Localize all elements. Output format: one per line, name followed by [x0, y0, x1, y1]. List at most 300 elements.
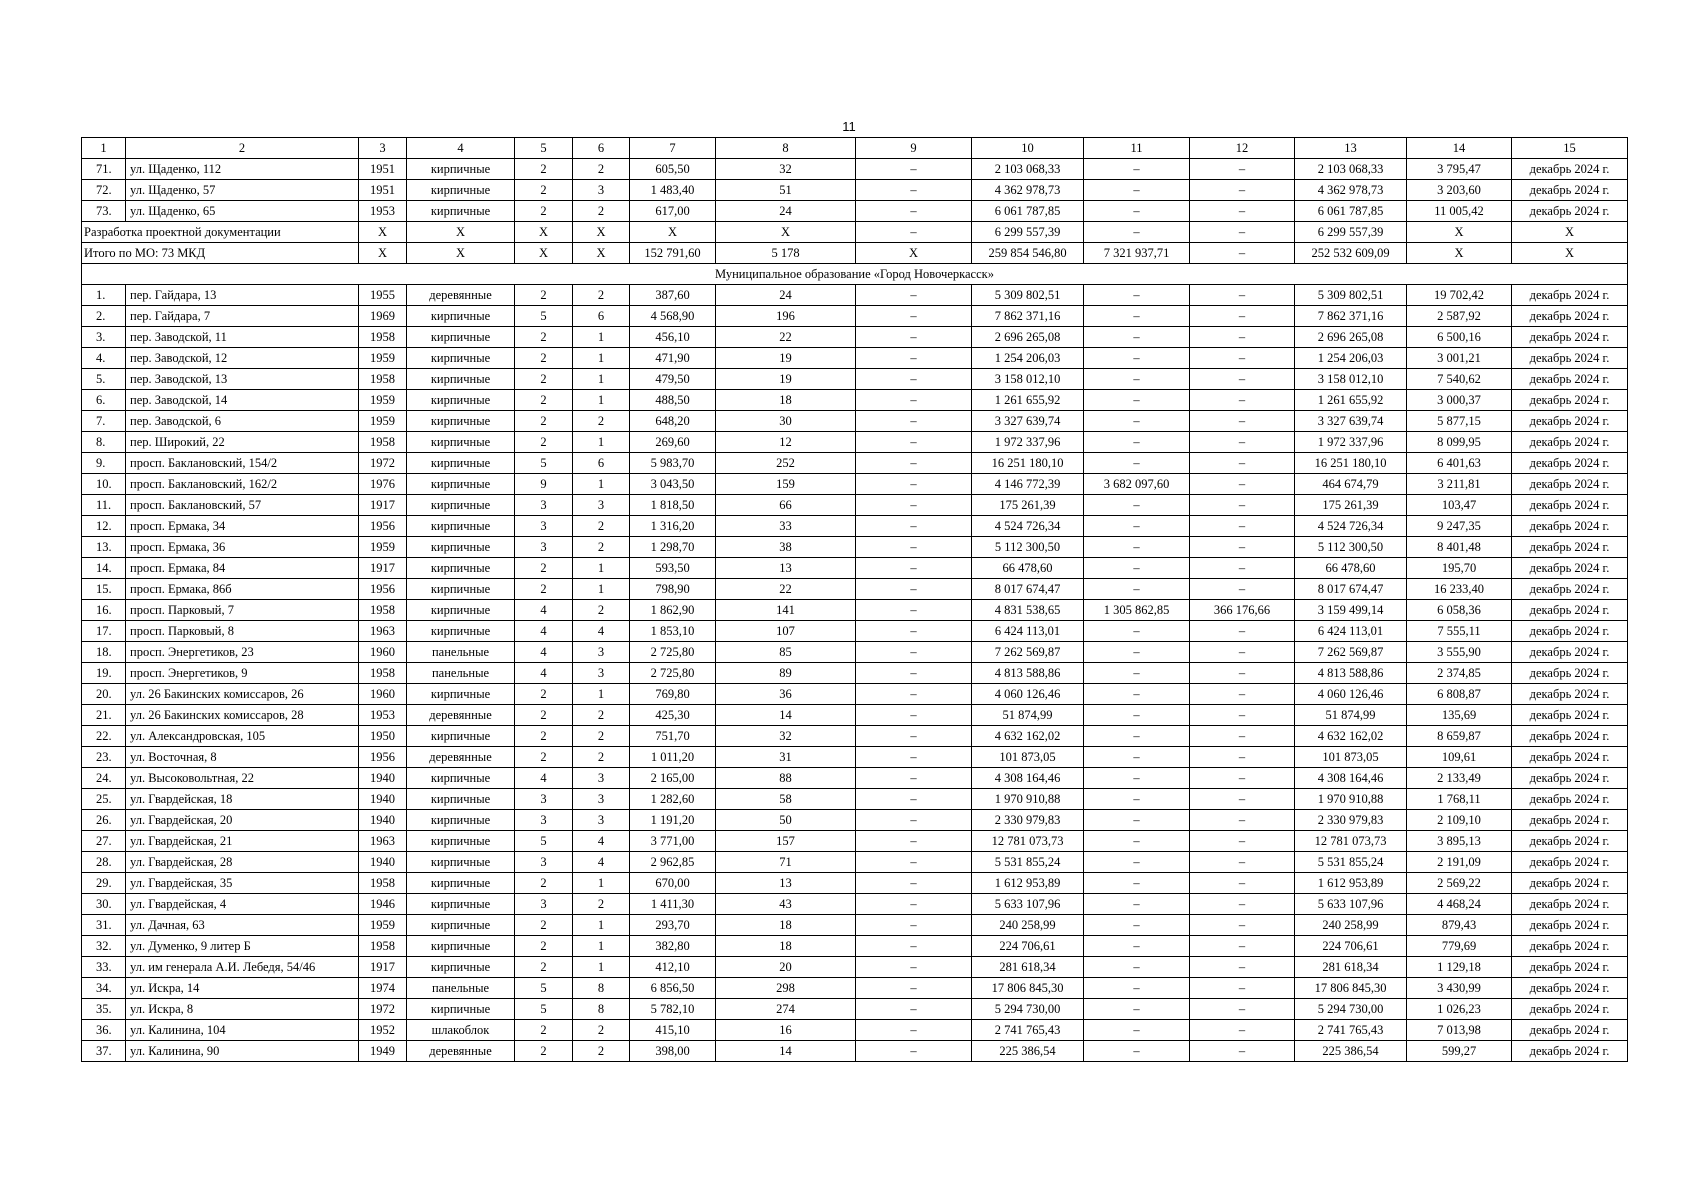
table-cell: 9. [82, 453, 126, 474]
table-cell: 1946 [359, 894, 407, 915]
table-cell: декабрь 2024 г. [1512, 453, 1628, 474]
table-cell: 135,69 [1407, 705, 1512, 726]
table-cell: 670,00 [630, 873, 716, 894]
table-cell: 415,10 [630, 1020, 716, 1041]
table-cell: – [1190, 852, 1295, 873]
table-cell: – [856, 642, 972, 663]
table-cell: 6 299 557,39 [1295, 222, 1407, 243]
table-cell: 3 043,50 [630, 474, 716, 495]
table-cell: 4 468,24 [1407, 894, 1512, 915]
table-cell: просп. Энергетиков, 9 [126, 663, 359, 684]
table-cell: 23. [82, 747, 126, 768]
table-cell: просп. Ермака, 84 [126, 558, 359, 579]
table-cell: 1956 [359, 747, 407, 768]
table-cell: – [856, 159, 972, 180]
table-cell: 2 696 265,08 [972, 327, 1084, 348]
table-cell: 2 109,10 [1407, 810, 1512, 831]
table-cell: X [407, 222, 515, 243]
table-cell: 2 103 068,33 [1295, 159, 1407, 180]
table-cell: кирпичные [407, 390, 515, 411]
table-cell: 11 005,42 [1407, 201, 1512, 222]
table-cell: 4 831 538,65 [972, 600, 1084, 621]
table-cell: 109,61 [1407, 747, 1512, 768]
table-cell: кирпичные [407, 810, 515, 831]
table-cell: просп. Парковый, 8 [126, 621, 359, 642]
table-cell: 19 [716, 348, 856, 369]
table-cell: – [1190, 915, 1295, 936]
table-cell: 2 [515, 369, 573, 390]
table-row [82, 327, 1628, 348]
table-cell: 2 725,80 [630, 663, 716, 684]
table-cell: 6 856,50 [630, 978, 716, 999]
table-cell: 769,80 [630, 684, 716, 705]
table-cell: пер. Заводской, 12 [126, 348, 359, 369]
table-cell: 4 [515, 621, 573, 642]
table-cell: 3 [573, 789, 630, 810]
table-cell: 5 [515, 831, 573, 852]
table-cell: просп. Парковый, 7 [126, 600, 359, 621]
table-cell: Разработка проектной документации [82, 222, 359, 243]
table-cell: 10. [82, 474, 126, 495]
table-cell: 13 [716, 558, 856, 579]
table-cell: 798,90 [630, 579, 716, 600]
table-cell: 1 254 206,03 [972, 348, 1084, 369]
table-cell: 2 [515, 411, 573, 432]
table-cell: деревянные [407, 1041, 515, 1062]
table-cell: 1974 [359, 978, 407, 999]
table-cell: 8 099,95 [1407, 432, 1512, 453]
table-cell: декабрь 2024 г. [1512, 159, 1628, 180]
table-cell: 15. [82, 579, 126, 600]
table-cell: кирпичные [407, 579, 515, 600]
table-cell: 2 [515, 1020, 573, 1041]
table-cell: 3 [515, 516, 573, 537]
table-cell: 7 [630, 138, 716, 159]
table-cell: 1 853,10 [630, 621, 716, 642]
table-cell: – [1190, 516, 1295, 537]
table-cell: 8. [82, 432, 126, 453]
table-cell: X [1407, 222, 1512, 243]
table-cell: 13 [1295, 138, 1407, 159]
table-cell: 32. [82, 936, 126, 957]
table-cell: ул. Гвардейская, 35 [126, 873, 359, 894]
table-cell: – [1084, 348, 1190, 369]
table-cell: 2 [573, 516, 630, 537]
table-cell: – [1084, 579, 1190, 600]
table-cell: – [1084, 978, 1190, 999]
table-cell: 3 [515, 789, 573, 810]
table-row [82, 852, 1628, 873]
table-cell: – [1190, 642, 1295, 663]
table-cell: 3 158 012,10 [1295, 369, 1407, 390]
table-cell: 16 251 180,10 [1295, 453, 1407, 474]
table-row [82, 1041, 1628, 1062]
table-cell: декабрь 2024 г. [1512, 1020, 1628, 1041]
table-cell: – [856, 1041, 972, 1062]
table-cell: – [1084, 1041, 1190, 1062]
table-row [82, 495, 1628, 516]
table-cell: кирпичные [407, 348, 515, 369]
table-cell: 2 133,49 [1407, 768, 1512, 789]
table-cell: 196 [716, 306, 856, 327]
table-cell: – [1084, 369, 1190, 390]
table-row [82, 453, 1628, 474]
table-cell: 2 [515, 579, 573, 600]
table-cell: 4 [515, 768, 573, 789]
table-cell: – [856, 285, 972, 306]
table-cell: – [856, 936, 972, 957]
table-cell: декабрь 2024 г. [1512, 348, 1628, 369]
table-cell: 58 [716, 789, 856, 810]
table-cell: 18 [716, 390, 856, 411]
table-cell: 152 791,60 [630, 243, 716, 264]
table-cell: 51 [716, 180, 856, 201]
table-cell: 456,10 [630, 327, 716, 348]
table-cell: – [1084, 201, 1190, 222]
table-cell: деревянные [407, 705, 515, 726]
table-cell: 2 [515, 390, 573, 411]
table-cell: 224 706,61 [972, 936, 1084, 957]
table-cell: просп. Ермака, 86б [126, 579, 359, 600]
table-cell: 6 500,16 [1407, 327, 1512, 348]
table-cell: 38 [716, 537, 856, 558]
table-cell: 72. [82, 180, 126, 201]
table-cell: – [856, 453, 972, 474]
table-cell: 3 [573, 642, 630, 663]
table-cell: кирпичные [407, 768, 515, 789]
table-cell: – [1084, 222, 1190, 243]
table-cell: 2 [515, 747, 573, 768]
table-cell: – [1190, 411, 1295, 432]
table-cell: 2 [573, 537, 630, 558]
table-cell: – [856, 873, 972, 894]
table-cell: декабрь 2024 г. [1512, 852, 1628, 873]
table-cell: декабрь 2024 г. [1512, 831, 1628, 852]
table-cell: X [407, 243, 515, 264]
table-cell: 2 [573, 285, 630, 306]
table-cell: 479,50 [630, 369, 716, 390]
table-cell: декабрь 2024 г. [1512, 369, 1628, 390]
table-cell: – [856, 432, 972, 453]
table-cell: – [1084, 411, 1190, 432]
table-cell: X [359, 243, 407, 264]
table-cell: 3 [515, 894, 573, 915]
table-cell: 8 [573, 999, 630, 1020]
table-cell: 648,20 [630, 411, 716, 432]
table-cell: 8 [716, 138, 856, 159]
table-cell: 3 [573, 768, 630, 789]
table-cell: 4 632 162,02 [972, 726, 1084, 747]
table-cell: 1 [573, 432, 630, 453]
table-cell: 3 159 499,14 [1295, 600, 1407, 621]
table-cell: 11 [1084, 138, 1190, 159]
table-cell: ул. Дачная, 63 [126, 915, 359, 936]
table-cell: кирпичные [407, 894, 515, 915]
table-cell: – [1190, 306, 1295, 327]
table-cell: 4 524 726,34 [1295, 516, 1407, 537]
table-cell: ул. Калинина, 104 [126, 1020, 359, 1041]
table-cell: X [573, 243, 630, 264]
table-cell: 71 [716, 852, 856, 873]
table-cell: 12 781 073,73 [972, 831, 1084, 852]
table-cell: 4 [515, 642, 573, 663]
table-cell: 3 [515, 852, 573, 873]
table-cell: 7 013,98 [1407, 1020, 1512, 1041]
table-cell: 1959 [359, 915, 407, 936]
table-cell: Муниципальное образование «Город Новочеркасск» [82, 264, 1628, 285]
table-cell: 31 [716, 747, 856, 768]
table-cell: 50 [716, 810, 856, 831]
table-cell: кирпичные [407, 621, 515, 642]
table-cell: 6 [573, 138, 630, 159]
table-cell: – [856, 894, 972, 915]
table-cell: 274 [716, 999, 856, 1020]
table-cell: X [630, 222, 716, 243]
table-cell: 1959 [359, 537, 407, 558]
table-cell: – [1190, 789, 1295, 810]
table-cell: 6 [573, 453, 630, 474]
table-row [82, 705, 1628, 726]
table-cell: – [1084, 306, 1190, 327]
table-cell: 14 [716, 705, 856, 726]
table-cell: 1 612 953,89 [972, 873, 1084, 894]
table-cell: 51 874,99 [1295, 705, 1407, 726]
table-cell: 3 [573, 180, 630, 201]
table-cell: – [856, 978, 972, 999]
table-cell: декабрь 2024 г. [1512, 495, 1628, 516]
table-cell: декабрь 2024 г. [1512, 642, 1628, 663]
table-cell: просп. Баклановский, 57 [126, 495, 359, 516]
table-cell: – [856, 201, 972, 222]
table-cell: 7 862 371,16 [972, 306, 1084, 327]
table-cell: 5 309 802,51 [972, 285, 1084, 306]
table-row [82, 558, 1628, 579]
table-cell: 1976 [359, 474, 407, 495]
table-cell: 1 [573, 327, 630, 348]
table-cell: 1958 [359, 327, 407, 348]
table-cell: 3 555,90 [1407, 642, 1512, 663]
table-cell: – [1084, 747, 1190, 768]
table-cell: 37. [82, 1041, 126, 1062]
table-cell: 1951 [359, 159, 407, 180]
table-cell: 5. [82, 369, 126, 390]
table-cell: 3 771,00 [630, 831, 716, 852]
table-cell: – [856, 579, 972, 600]
table-cell: 3 895,13 [1407, 831, 1512, 852]
table-cell: 9 [856, 138, 972, 159]
table-cell: 14. [82, 558, 126, 579]
table-cell: пер. Гайдара, 13 [126, 285, 359, 306]
table-cell: 4 813 588,86 [972, 663, 1084, 684]
section-title-row [82, 264, 1628, 285]
table-cell: 22 [716, 327, 856, 348]
table-cell: ул. Гвардейская, 20 [126, 810, 359, 831]
table-cell: 24 [716, 201, 856, 222]
table-cell: 2 [515, 684, 573, 705]
table-cell: 2 [515, 180, 573, 201]
table-cell: 1 [573, 915, 630, 936]
table-cell: 101 873,05 [1295, 747, 1407, 768]
table-cell: 21. [82, 705, 126, 726]
table-cell: 5 [515, 999, 573, 1020]
table-cell: ул. Александровская, 105 [126, 726, 359, 747]
table-cell: 5 178 [716, 243, 856, 264]
table-cell: панельные [407, 642, 515, 663]
table-cell: 4 524 726,34 [972, 516, 1084, 537]
table-cell: 2 962,85 [630, 852, 716, 873]
table-cell: – [1190, 621, 1295, 642]
table-cell: 2 [573, 1041, 630, 1062]
table-cell: декабрь 2024 г. [1512, 285, 1628, 306]
table-cell: пер. Заводской, 13 [126, 369, 359, 390]
table-cell: 3 795,47 [1407, 159, 1512, 180]
table-cell: 1. [82, 285, 126, 306]
table-cell: 10 [972, 138, 1084, 159]
table-cell: 85 [716, 642, 856, 663]
table-cell: 1 261 655,92 [1295, 390, 1407, 411]
table-cell: 17. [82, 621, 126, 642]
table-cell: кирпичные [407, 789, 515, 810]
table-cell: кирпичные [407, 684, 515, 705]
table-cell: декабрь 2024 г. [1512, 180, 1628, 201]
table-cell: 1 298,70 [630, 537, 716, 558]
table-cell: 12 [1190, 138, 1295, 159]
table-cell: 30 [716, 411, 856, 432]
table-cell: – [1190, 369, 1295, 390]
table-cell: 1 316,20 [630, 516, 716, 537]
table-cell: – [1084, 999, 1190, 1020]
table-cell: X [515, 222, 573, 243]
table-cell: 5 877,15 [1407, 411, 1512, 432]
table-cell: 412,10 [630, 957, 716, 978]
table-cell: 2 [515, 936, 573, 957]
table-row [82, 516, 1628, 537]
table-cell: просп. Ермака, 34 [126, 516, 359, 537]
table-cell: 464 674,79 [1295, 474, 1407, 495]
design-documentation-row [82, 222, 1628, 243]
table-cell: 1963 [359, 621, 407, 642]
table-cell: декабрь 2024 г. [1512, 936, 1628, 957]
table-row [82, 747, 1628, 768]
table-cell: – [856, 831, 972, 852]
table-cell: – [1084, 684, 1190, 705]
table-row [82, 348, 1628, 369]
table-cell: кирпичные [407, 369, 515, 390]
table-cell: 779,69 [1407, 936, 1512, 957]
table-cell: кирпичные [407, 600, 515, 621]
table-cell: 1 [82, 138, 126, 159]
table-cell: 4 [407, 138, 515, 159]
table-cell: X [1407, 243, 1512, 264]
table-cell: 12 [716, 432, 856, 453]
table-cell: декабрь 2024 г. [1512, 474, 1628, 495]
table-cell: – [1084, 558, 1190, 579]
table-cell: – [856, 621, 972, 642]
table-cell: 6 [573, 306, 630, 327]
table-cell: X [515, 243, 573, 264]
table-cell: декабрь 2024 г. [1512, 705, 1628, 726]
table-cell: 15 [1512, 138, 1628, 159]
table-cell: 1 970 910,88 [1295, 789, 1407, 810]
table-cell: 12. [82, 516, 126, 537]
table-row [82, 768, 1628, 789]
table-cell: 298 [716, 978, 856, 999]
table-cell: 88 [716, 768, 856, 789]
table-cell: 1 411,30 [630, 894, 716, 915]
table-cell: 1940 [359, 789, 407, 810]
table-cell: 471,90 [630, 348, 716, 369]
table-cell: 66 [716, 495, 856, 516]
table-cell: 6 808,87 [1407, 684, 1512, 705]
table-cell: 36 [716, 684, 856, 705]
table-cell: ул. Восточная, 8 [126, 747, 359, 768]
table-cell: кирпичные [407, 957, 515, 978]
table-cell: 2 374,85 [1407, 663, 1512, 684]
table-cell: ул. 26 Бакинских комиссаров, 26 [126, 684, 359, 705]
table-row [82, 285, 1628, 306]
table-cell: 3 327 639,74 [972, 411, 1084, 432]
table-cell: 34. [82, 978, 126, 999]
table-cell: 2 [573, 600, 630, 621]
table-cell: – [1190, 831, 1295, 852]
table-cell: – [1190, 327, 1295, 348]
table-cell: 751,70 [630, 726, 716, 747]
table-cell: 225 386,54 [972, 1041, 1084, 1062]
table-row [82, 642, 1628, 663]
table-cell: 1 129,18 [1407, 957, 1512, 978]
table-cell: 2 [126, 138, 359, 159]
table-cell: 3 000,37 [1407, 390, 1512, 411]
table-row [82, 369, 1628, 390]
table-row [82, 1020, 1628, 1041]
table-cell: 24. [82, 768, 126, 789]
table-cell: – [856, 957, 972, 978]
table-cell: – [1084, 432, 1190, 453]
table-cell: 1 282,60 [630, 789, 716, 810]
table-cell: – [1190, 201, 1295, 222]
table-row [82, 810, 1628, 831]
table-cell: – [856, 915, 972, 936]
table-cell: – [1190, 285, 1295, 306]
table-row [82, 915, 1628, 936]
table-cell: 19. [82, 663, 126, 684]
table-cell: 3 327 639,74 [1295, 411, 1407, 432]
table-cell: 195,70 [1407, 558, 1512, 579]
table-cell: – [1084, 894, 1190, 915]
table-cell: 1958 [359, 369, 407, 390]
table-cell: 2 [573, 159, 630, 180]
table-cell: 1969 [359, 306, 407, 327]
table-row [82, 978, 1628, 999]
table-cell: 1960 [359, 642, 407, 663]
table-cell: 4 [573, 621, 630, 642]
table-cell: 27. [82, 831, 126, 852]
table-cell: – [856, 411, 972, 432]
table-cell: – [1190, 579, 1295, 600]
table-cell: 4 060 126,46 [1295, 684, 1407, 705]
table-cell: 66 478,60 [1295, 558, 1407, 579]
table-cell: 4 [573, 852, 630, 873]
table-cell: 3 [515, 495, 573, 516]
table-cell: 9 247,35 [1407, 516, 1512, 537]
table-cell: 175 261,39 [972, 495, 1084, 516]
table-cell: 240 258,99 [1295, 915, 1407, 936]
table-cell: – [1084, 915, 1190, 936]
table-cell: – [856, 369, 972, 390]
table-cell: X [1512, 243, 1628, 264]
table-cell: ул. Высоковольтная, 22 [126, 768, 359, 789]
table-cell: 5 782,10 [630, 999, 716, 1020]
